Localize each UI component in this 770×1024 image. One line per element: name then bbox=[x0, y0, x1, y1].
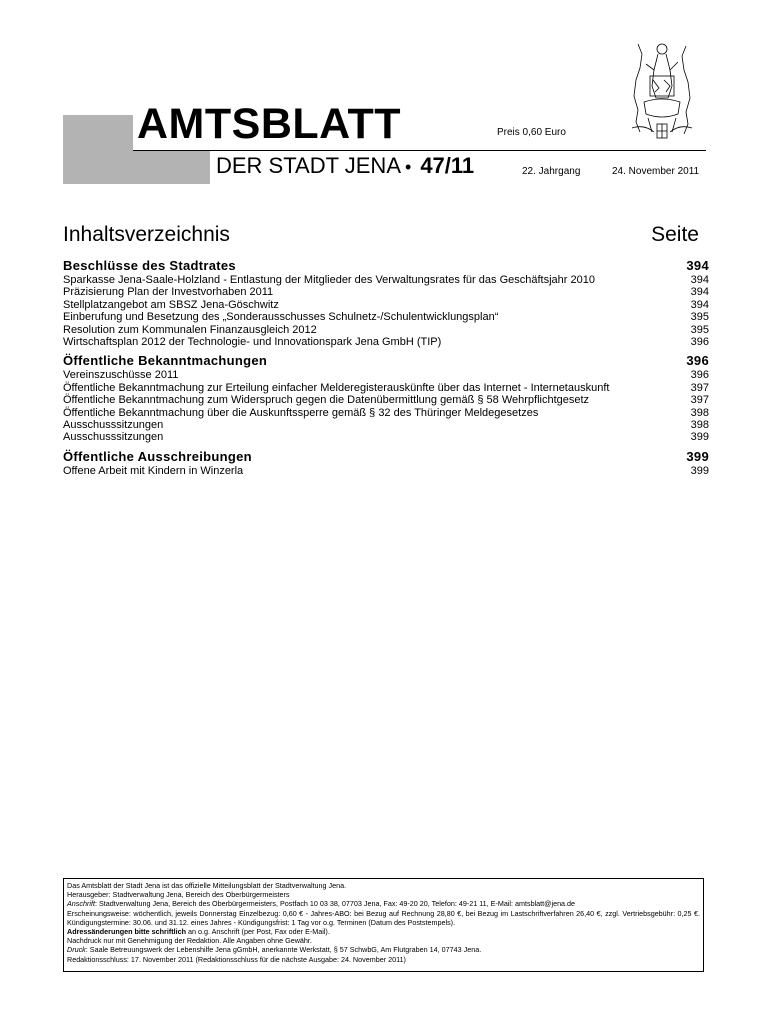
toc-section-title[interactable]: Beschlüsse des Stadtrates 394 bbox=[63, 258, 709, 273]
imprint-line: Herausgeber: Stadtverwaltung Jena, Bereich des Oberbürgermeisters bbox=[67, 890, 290, 900]
entry-page: 395 bbox=[690, 311, 709, 324]
page-column-heading: Seite bbox=[651, 223, 699, 246]
toc-section bbox=[63, 258, 709, 348]
masthead-title: AMTSBLATT bbox=[137, 100, 402, 148]
imprint-printer: Druck: Saale Betreuungswerk der Lebenshilfe Jena gGmbH, anerkannte Werkstatt, § 57 SchwbG, Am Flutgraben 14, 07743 Jena. bbox=[67, 945, 482, 955]
entry-page: 397 bbox=[690, 394, 709, 407]
toc-entry[interactable]: Ausschusssitzungen 399 bbox=[63, 431, 709, 444]
toc-section bbox=[63, 449, 709, 477]
table-of-contents bbox=[63, 258, 709, 482]
toc-entry[interactable]: Öffentliche Bekanntmachung über die Auskunftssperre gemäß § 32 des Thüringer Meldegesetzes 398 bbox=[63, 406, 709, 419]
imprint-deadline: Redaktionsschluss: 17. November 2011 (Redaktionsschluss für die nächste Ausgabe: 24. November 2011) bbox=[67, 954, 406, 964]
toc-entry[interactable]: Resolution zum Kommunalen Finanzausgleich 2012 395 bbox=[63, 323, 709, 336]
entry-page: 398 bbox=[690, 419, 709, 432]
entry-page: 399 bbox=[690, 464, 709, 477]
toc-entry[interactable]: Ausschusssitzungen 398 bbox=[63, 419, 709, 432]
issue-date: 24. November 2011 bbox=[612, 166, 700, 177]
section-page: 394 bbox=[686, 258, 709, 273]
header-gray-block-bottom bbox=[63, 151, 210, 184]
city-name: DER STADT JENA bbox=[216, 153, 401, 178]
price-label: Preis 0,60 Euro bbox=[497, 127, 566, 138]
toc-section bbox=[63, 353, 709, 443]
imprint-address-change: Adressänderungen bitte schriftlich an o.g. Anschrift (per Post, Fax oder E-Mail). bbox=[67, 927, 330, 937]
entry-page: 394 bbox=[690, 298, 709, 311]
entry-page: 399 bbox=[690, 431, 709, 444]
volume-label: 22. Jahrgang bbox=[522, 166, 581, 177]
toc-entry[interactable]: Präzisierung Plan der Investvorhaben 2011 394 bbox=[63, 286, 709, 299]
toc-heading: Inhaltsverzeichnis bbox=[63, 223, 230, 246]
entry-page: 394 bbox=[690, 286, 709, 299]
toc-section-title[interactable]: Öffentliche Bekanntmachungen 396 bbox=[63, 353, 709, 369]
entry-page: 396 bbox=[690, 369, 709, 382]
section-page: 396 bbox=[686, 353, 709, 369]
toc-entry[interactable]: Vereinszuschüsse 2011 396 bbox=[63, 369, 709, 382]
toc-section-title[interactable]: Öffentliche Ausschreibungen 399 bbox=[63, 448, 709, 464]
section-page: 399 bbox=[686, 448, 709, 464]
imprint-subscription: Erscheinungsweise: wöchentlich, jeweils Donnerstag Einzelbezug: 0,60 € - Jahres-ABO: bei Bezug auf Rechnung 28,80 €, bei Bezug im Lastschriftverfahren 26,40 €, zzgl. Vertriebsgebühr: 0,25 €. Kündigungstermine: 30.06. und 31.12. eines Jahres - Kündigungsfrist: 1 Tag vor o.g. Terminen (Datum des Poststempels). bbox=[67, 908, 700, 927]
entry-page: 397 bbox=[690, 381, 709, 394]
entry-page: 395 bbox=[690, 323, 709, 336]
toc-heading-row bbox=[63, 222, 699, 248]
toc-entry[interactable]: Stellplatzangebot am SBSZ Jena-Göschwitz 394 bbox=[63, 298, 709, 311]
imprint-line: Nachdruck nur mit Genehmigung der Redaktion. Alle Angaben ohne Gewähr. bbox=[67, 936, 312, 946]
toc-entry[interactable]: Öffentliche Bekanntmachung zum Widerspruch gegen die Datenübermittlung gemäß § 58 Wehrpflichtgesetz 397 bbox=[63, 394, 709, 407]
toc-entry[interactable]: Einberufung und Besetzung des „Sonderausschusses Schulnetz-/Schulentwicklungsplan“ 395 bbox=[63, 311, 709, 324]
toc-entry[interactable]: Offene Arbeit mit Kindern in Winzerla 399 bbox=[63, 464, 709, 477]
entry-page: 398 bbox=[690, 406, 709, 419]
masthead-subtitle bbox=[216, 152, 474, 181]
subtitle-separator: • bbox=[405, 157, 412, 177]
toc-entry[interactable]: Öffentliche Bekanntmachung zur Erteilung einfacher Melderegisterauskünfte über das Internet - Internetauskunft 397 bbox=[63, 381, 709, 394]
toc-entry[interactable]: Sparkasse Jena-Saale-Holzland - Entlastung der Mitglieder des Verwaltungsrates für das Geschäftsjahr 2010 394 bbox=[63, 274, 709, 286]
imprint-line: Das Amtsblatt der Stadt Jena ist das offizielle Mitteilungsblatt der Stadtverwaltung Jena. bbox=[67, 881, 347, 890]
entry-page: 394 bbox=[690, 274, 709, 286]
imprint-address: Anschrift: Stadtverwaltung Jena, Bereich des Oberbürgermeisters, Postfach 10 03 38, 07703 Jena, Fax: 49-20 20, Telefon: 49-21 11, E-Mail: amtsblatt@jena.de bbox=[67, 899, 576, 909]
coat-of-arms-icon bbox=[624, 40, 700, 140]
issue-number: 47/11 bbox=[420, 153, 475, 178]
entry-page: 396 bbox=[690, 336, 709, 349]
header-gray-block-top bbox=[63, 115, 133, 151]
imprint-box bbox=[63, 878, 704, 972]
toc-entry[interactable]: Wirtschaftsplan 2012 der Technologie- und Innovationspark Jena GmbH (TIP) 396 bbox=[63, 336, 709, 349]
header-rule bbox=[133, 150, 706, 151]
